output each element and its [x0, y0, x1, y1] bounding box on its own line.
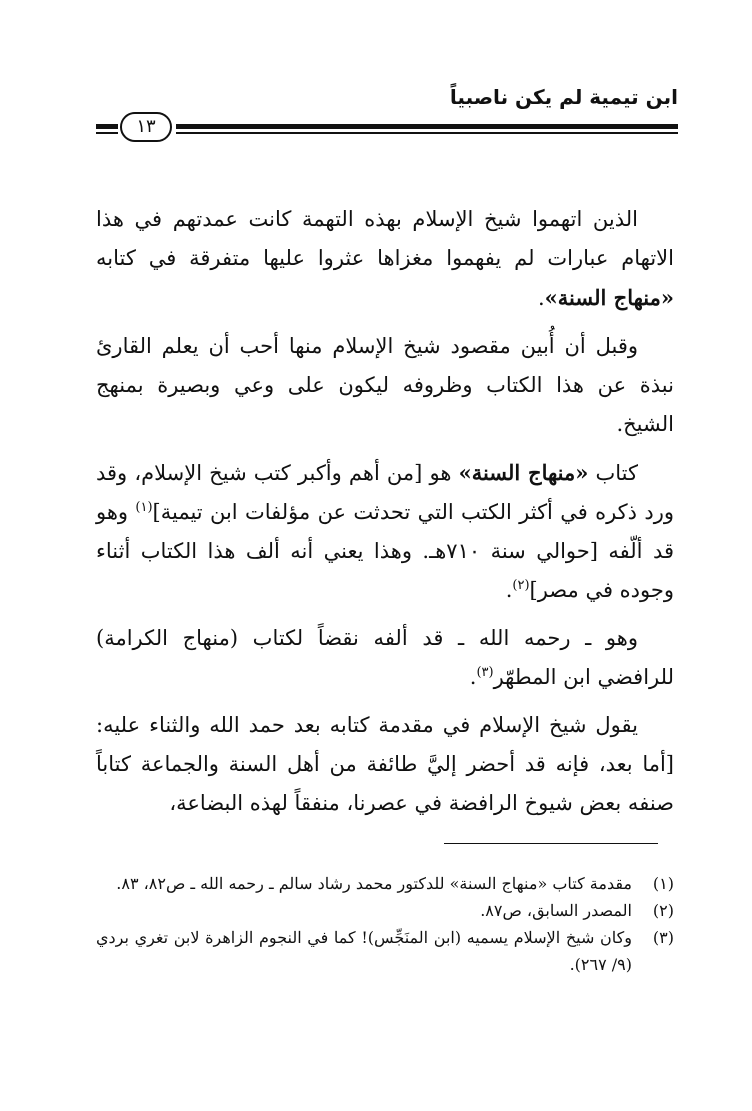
footnote-2 [96, 897, 674, 924]
footnote-ref-1: (١) [135, 500, 153, 515]
paragraph-5 [96, 706, 674, 823]
page-number: ١٣ [120, 112, 172, 142]
footnote-3 [96, 924, 674, 978]
footnote-text: مقدمة كتاب «منهاج السنة» للدكتور محمد رشاد سالم ـ رحمه الله ـ ص٨٢، ٨٣. [116, 874, 632, 893]
header-rule [96, 112, 678, 144]
paragraph-2 [96, 327, 674, 444]
header-rule-left-thin-line [96, 132, 118, 134]
header-rule-left-thick-line [96, 124, 118, 129]
footnote-number: (٢) [652, 901, 674, 920]
paragraph-end: . [505, 578, 513, 602]
paragraph-3 [96, 453, 674, 610]
paragraph-end: . [469, 665, 477, 689]
paragraph-text: هو [من أهم وأكبر كتب شيخ الإسلام، وقد ورد ذكره في أكثر الكتب التي تحدثت عن مؤلفات ابن تيمية] [96, 461, 674, 524]
footnote-number: (١) [652, 874, 674, 893]
footnote-number: (٣) [652, 928, 674, 947]
footnote-separator [444, 843, 658, 844]
paragraph-text: وهو قد ألّفه [حوالي سنة ٧١٠هـ. وهذا يعني أنه ألف هذا الكتاب أثناء وجوده في مصر] [96, 500, 675, 602]
footnote-ref-3: (٣) [476, 665, 494, 680]
paragraph-text: وهو ـ رحمه الله ـ قد ألفه نقضاً لكتاب (منهاج الكرامة) للرافضي ابن المطهّر [96, 626, 674, 689]
paragraph-text: كتاب [588, 461, 639, 485]
header-rule-thick-line [176, 124, 678, 129]
header-rule-thin-line [176, 132, 678, 134]
paragraph-end: . [537, 286, 545, 310]
paragraph-text: الذين اتهموا شيخ الإسلام بهذه التهمة كانت عمدتهم في هذا الاتهام عبارات لم يفهموا مغزاها عثروا عليها متفرقة في كتابه [96, 207, 674, 270]
book-title-bold: «منهاج السنة» [544, 285, 674, 310]
footnote-text: المصدر السابق، ص٨٧. [480, 901, 632, 920]
running-header-title: ابن تيمية لم يكن ناصبياً [449, 85, 678, 109]
paragraph-text: وقبل أن أُبين مقصود شيخ الإسلام منها أحب أن يعلم القارئ نبذة عن هذا الكتاب وظروفه ليكون على وعي وبصيرة بمنهج الشيخ. [96, 334, 674, 436]
footnote-text: وكان شيخ الإسلام يسميه (ابن المنَجِّس)! كما في النجوم الزاهرة لابن تغري بردي (٩/ ٢٦٧). [96, 928, 632, 974]
footnote-ref-2: (٢) [512, 578, 530, 593]
paragraph-1 [96, 200, 674, 318]
paragraph-text: يقول شيخ الإسلام في مقدمة كتابه بعد حمد الله والثناء عليه: [أما بعد، فإنه قد أحضر إليَّ طائفة من أهل السنة والجماعة كتاباً صنفه بعض شيوخ الرافضة في عصرنا، منفقاً لهذه البضاعة، [96, 713, 674, 815]
paragraph-4 [96, 619, 674, 697]
main-text [96, 200, 674, 832]
footnotes [96, 870, 674, 978]
footnote-1 [96, 870, 674, 897]
book-title-bold: «منهاج السنة» [458, 460, 589, 485]
